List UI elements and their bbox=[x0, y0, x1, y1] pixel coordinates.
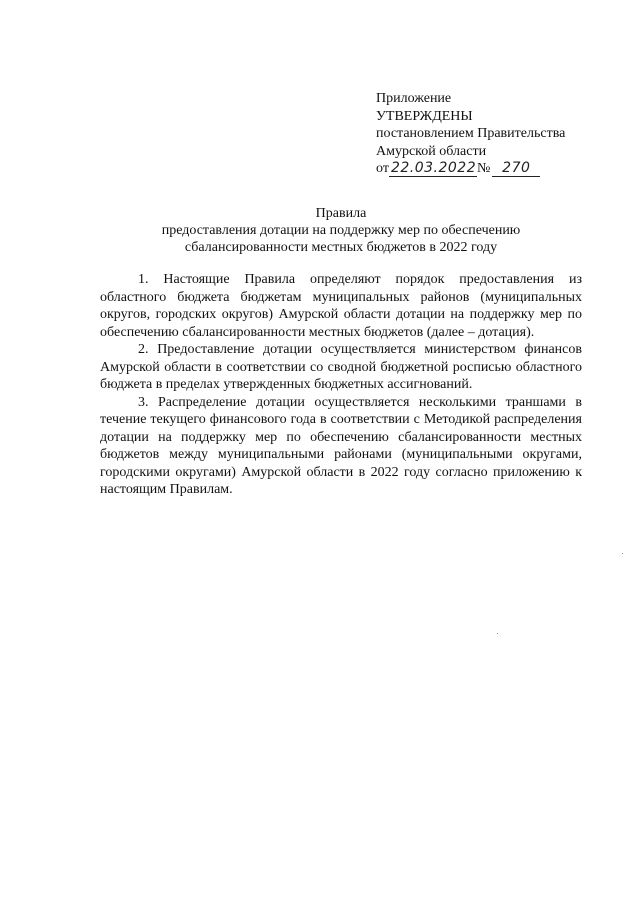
document-subtitle-line-2: сбалансированности местных бюджетов в 2022 году bbox=[184, 240, 498, 255]
approval-appendix-label: Приложение bbox=[376, 91, 452, 106]
approval-block bbox=[376, 90, 606, 178]
approval-approved-label: УТВЕРЖДЕНЫ bbox=[376, 108, 473, 124]
number-prefix: № bbox=[476, 161, 491, 177]
paragraph-1: 1. Настоящие Правила определяют порядок предоставления из областного бюджета бюджетам муниципальных районов (муниципальных округов, городских округов) Амурской области дотации на поддержку мер по обеспечению сбалансированности местных бюджетов (далее – дотация). bbox=[100, 272, 582, 340]
approval-date-number-line bbox=[376, 160, 606, 178]
scan-speck bbox=[622, 553, 623, 554]
approval-resolution-label: постановлением Правительства bbox=[376, 126, 566, 142]
paragraph-2: 2. Предоставление дотации осуществляется министерством финансов Амурской области в соответствии со сводной бюджетной росписью областного бюджета в пределах утвержденных бюджетных ассигнований. bbox=[100, 342, 582, 392]
document-title-block bbox=[100, 205, 582, 256]
paragraph-3: 3. Распределение дотации осуществляется несколькими траншами в течение текущего финансового года в соответствии с Методикой распределения дотации на поддержку мер по обеспечению сбалансированности местных бюджетов между муниципальными районами (муниципальными округами, городскими округами) Амурской области в 2022 году согласно приложению к настоящим Правилам. bbox=[100, 394, 582, 497]
document-body bbox=[100, 271, 582, 499]
handwritten-number: 270 bbox=[492, 161, 540, 177]
document-subtitle-line-1: предоставления дотации на поддержку мер по обеспечению bbox=[161, 223, 521, 238]
scan-speck bbox=[497, 633, 498, 634]
handwritten-date: 22.03.2022 bbox=[390, 160, 477, 177]
date-prefix: от bbox=[376, 161, 389, 177]
approval-authority-label: Амурской области bbox=[376, 143, 487, 159]
document-heading: Правила bbox=[315, 206, 367, 221]
